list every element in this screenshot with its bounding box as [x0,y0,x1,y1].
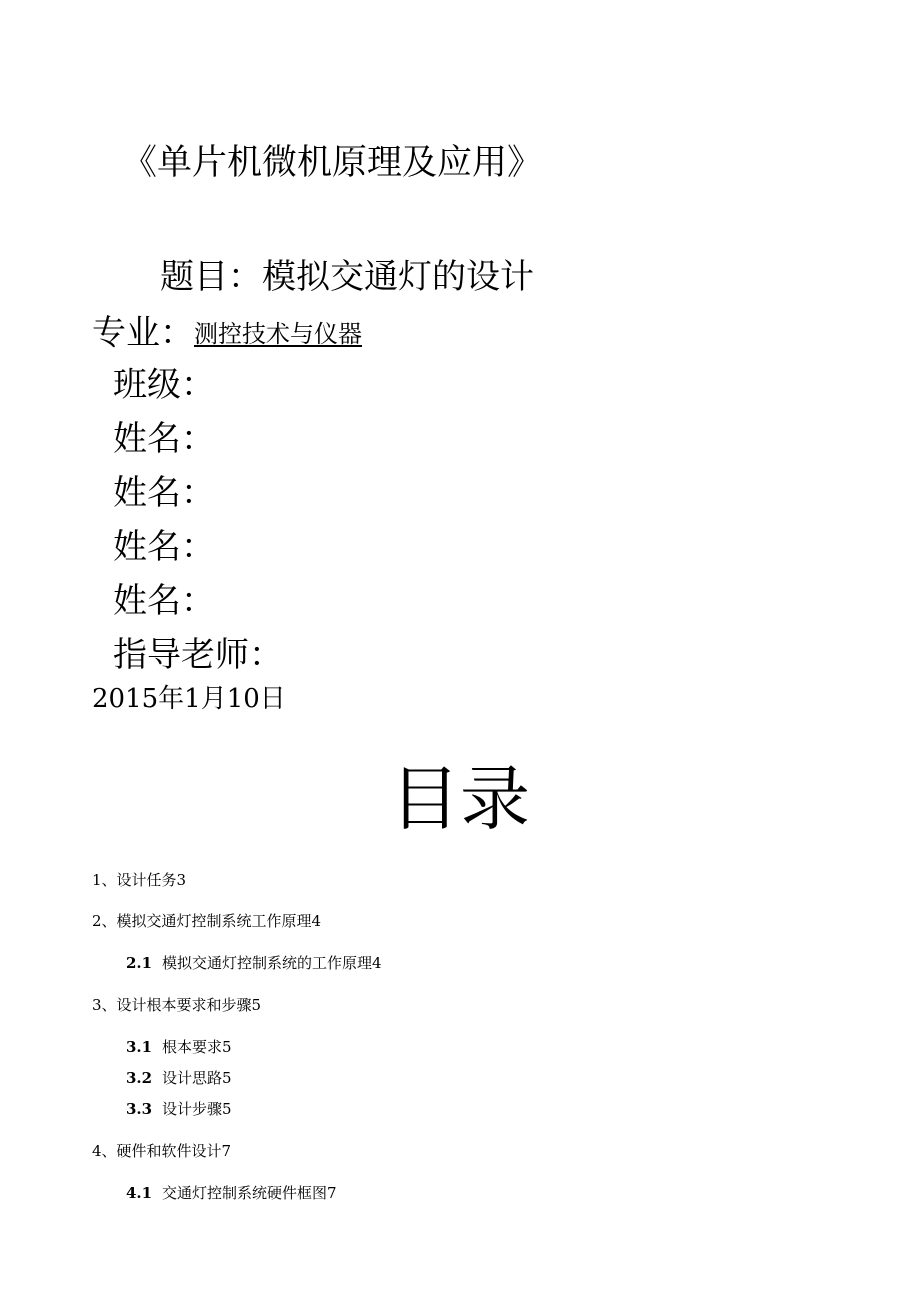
toc-entry-text: 交通灯控制系统硬件框图7 [162,1184,337,1202]
name-label-4: 姓名： [113,581,215,621]
toc-entry[interactable] [126,956,382,971]
toc-entry-text: 根本要求5 [162,1038,232,1056]
toc-entry-number: 3.1 [126,1038,153,1056]
toc-entry[interactable] [126,1186,337,1201]
toc-entry[interactable] [92,1144,231,1159]
toc-entry-text: 4、硬件和软件设计7 [92,1142,232,1160]
toc-entry[interactable] [126,1040,232,1055]
toc-entry-number: 2.1 [126,954,153,972]
toc-entry-text: 2、模拟交通灯控制系统工作原理4 [92,912,322,930]
major-label: 专业： [92,313,194,353]
toc-entry[interactable] [92,914,321,929]
date: 2015年1月10日 [92,684,286,714]
toc-entry-number: 3.2 [126,1069,153,1087]
name-label-2: 姓名： [113,473,215,513]
toc-entry-text: 1、设计任务3 [92,871,187,889]
name-label-3: 姓名： [113,527,215,567]
toc-entry-text: 设计思路5 [162,1069,232,1087]
toc-entry[interactable] [92,873,186,888]
toc-entry-number: 4.1 [126,1184,153,1202]
advisor-label: 指导老师： [113,635,283,675]
class-label: 班级： [113,365,215,405]
name-label-1: 姓名： [113,419,215,459]
toc-entry[interactable] [126,1102,232,1117]
toc-entry[interactable] [92,998,261,1013]
toc-entry-number: 3.3 [126,1100,153,1118]
topic-title: 题目：模拟交通灯的设计 [160,257,534,297]
toc-entry-text: 模拟交通灯控制系统的工作原理4 [162,954,382,972]
major-value: 测控技术与仪器 [194,320,362,348]
toc-heading: 目录 [390,758,530,840]
toc-entry-text: 3、设计根本要求和步骤5 [92,996,262,1014]
course-title: 《单片机微机原理及应用》 [122,143,543,183]
toc-entry-text: 设计步骤5 [162,1100,232,1118]
toc-entry[interactable] [126,1071,232,1086]
